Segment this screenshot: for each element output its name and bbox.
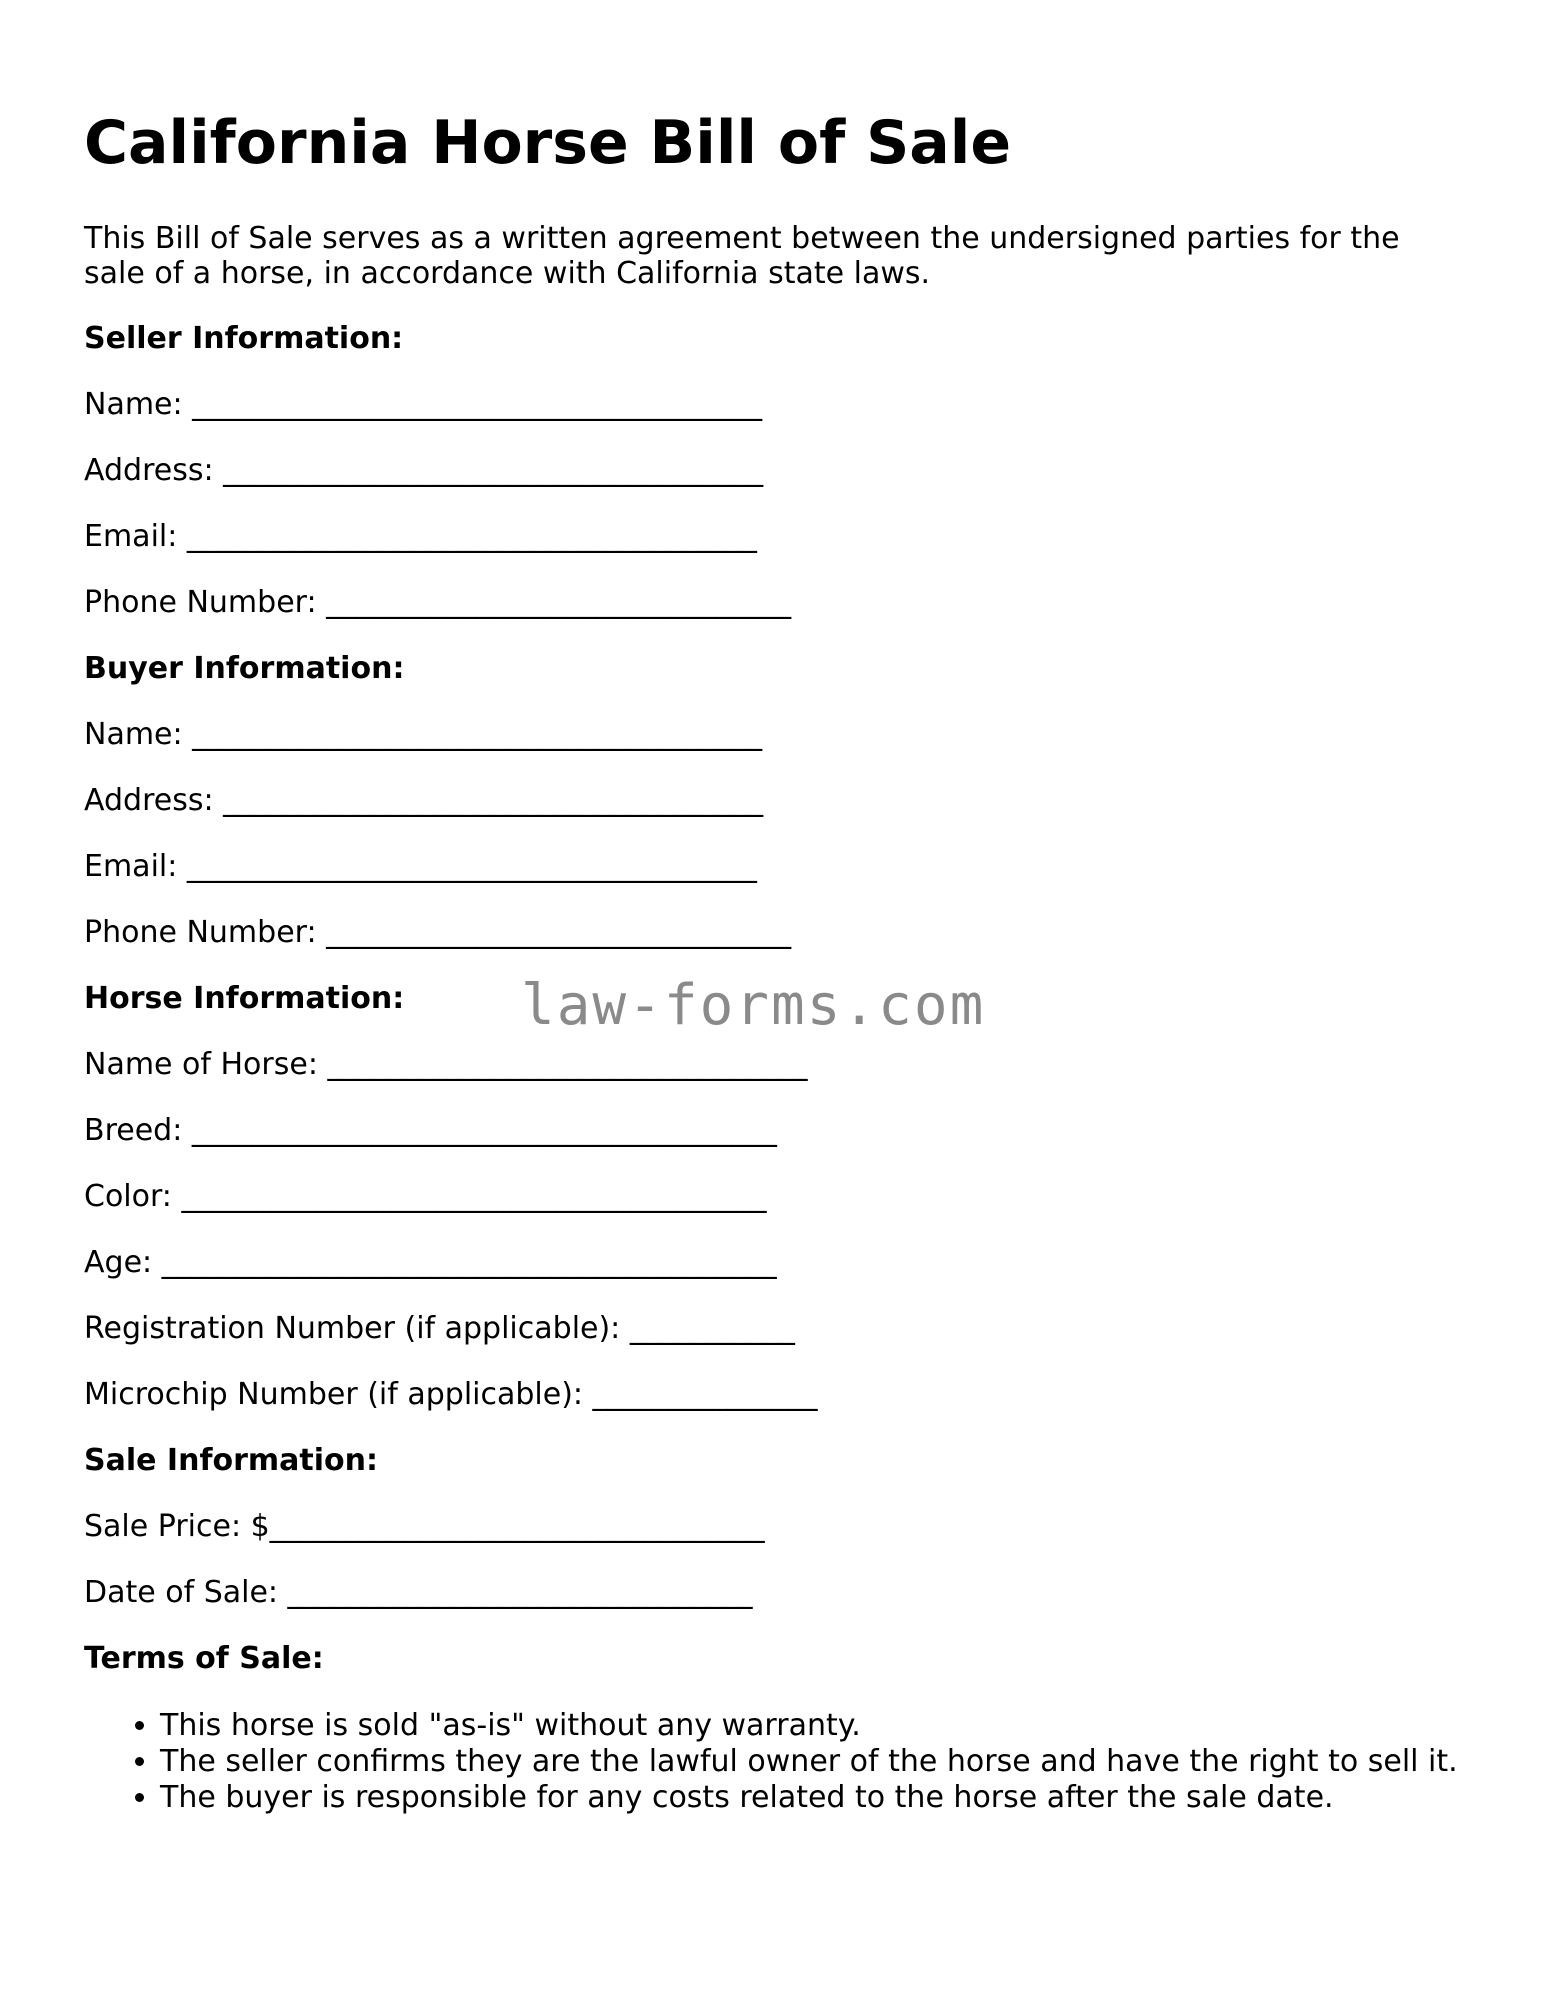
buyer-phone-field[interactable]: Phone Number: _______________________________ bbox=[84, 915, 792, 950]
terms-list bbox=[84, 1708, 1464, 1816]
terms-item: • This horse is sold "as-is" without any warranty. bbox=[160, 1708, 1464, 1744]
seller-name-field[interactable]: Name: ______________________________________ bbox=[84, 387, 763, 422]
horse-breed-field[interactable]: Breed: _______________________________________ bbox=[84, 1113, 777, 1148]
terms-item: • The seller confirms they are the lawful owner of the horse and have the right to sell it. bbox=[160, 1744, 1464, 1780]
seller-heading: Seller Information: bbox=[84, 321, 404, 356]
intro-paragraph: This Bill of Sale serves as a written agreement between the undersigned parties for the sale of a horse, in accordance with California state laws. bbox=[84, 221, 1400, 291]
document-title: California Horse Bill of Sale bbox=[84, 108, 1012, 178]
terms-heading: Terms of Sale: bbox=[84, 1641, 324, 1676]
buyer-heading: Buyer Information: bbox=[84, 651, 405, 686]
sale-price-field[interactable]: Sale Price: $_________________________________ bbox=[84, 1509, 765, 1544]
buyer-email-field[interactable]: Email: ______________________________________ bbox=[84, 849, 757, 884]
buyer-address-field[interactable]: Address: ____________________________________ bbox=[84, 783, 764, 818]
sale-heading: Sale Information: bbox=[84, 1443, 378, 1478]
horse-name-field[interactable]: Name of Horse: ________________________________ bbox=[84, 1047, 808, 1082]
sale-date-field[interactable]: Date of Sale: _______________________________ bbox=[84, 1575, 753, 1610]
buyer-name-field[interactable]: Name: ______________________________________ bbox=[84, 717, 763, 752]
seller-phone-field[interactable]: Phone Number: _______________________________ bbox=[84, 585, 792, 620]
terms-item: • The buyer is responsible for any costs related to the horse after the sale date. bbox=[160, 1780, 1464, 1816]
seller-address-field[interactable]: Address: ____________________________________ bbox=[84, 453, 764, 488]
horse-registration-field[interactable]: Registration Number (if applicable): ___________ bbox=[84, 1311, 795, 1346]
horse-color-field[interactable]: Color: _______________________________________ bbox=[84, 1179, 767, 1214]
horse-age-field[interactable]: Age: _________________________________________ bbox=[84, 1245, 777, 1280]
seller-email-field[interactable]: Email: ______________________________________ bbox=[84, 519, 757, 554]
watermark: law-forms.com bbox=[521, 973, 986, 1038]
horse-microchip-field[interactable]: Microchip Number (if applicable): _______________ bbox=[84, 1377, 818, 1412]
horse-heading: Horse Information: bbox=[84, 981, 405, 1016]
